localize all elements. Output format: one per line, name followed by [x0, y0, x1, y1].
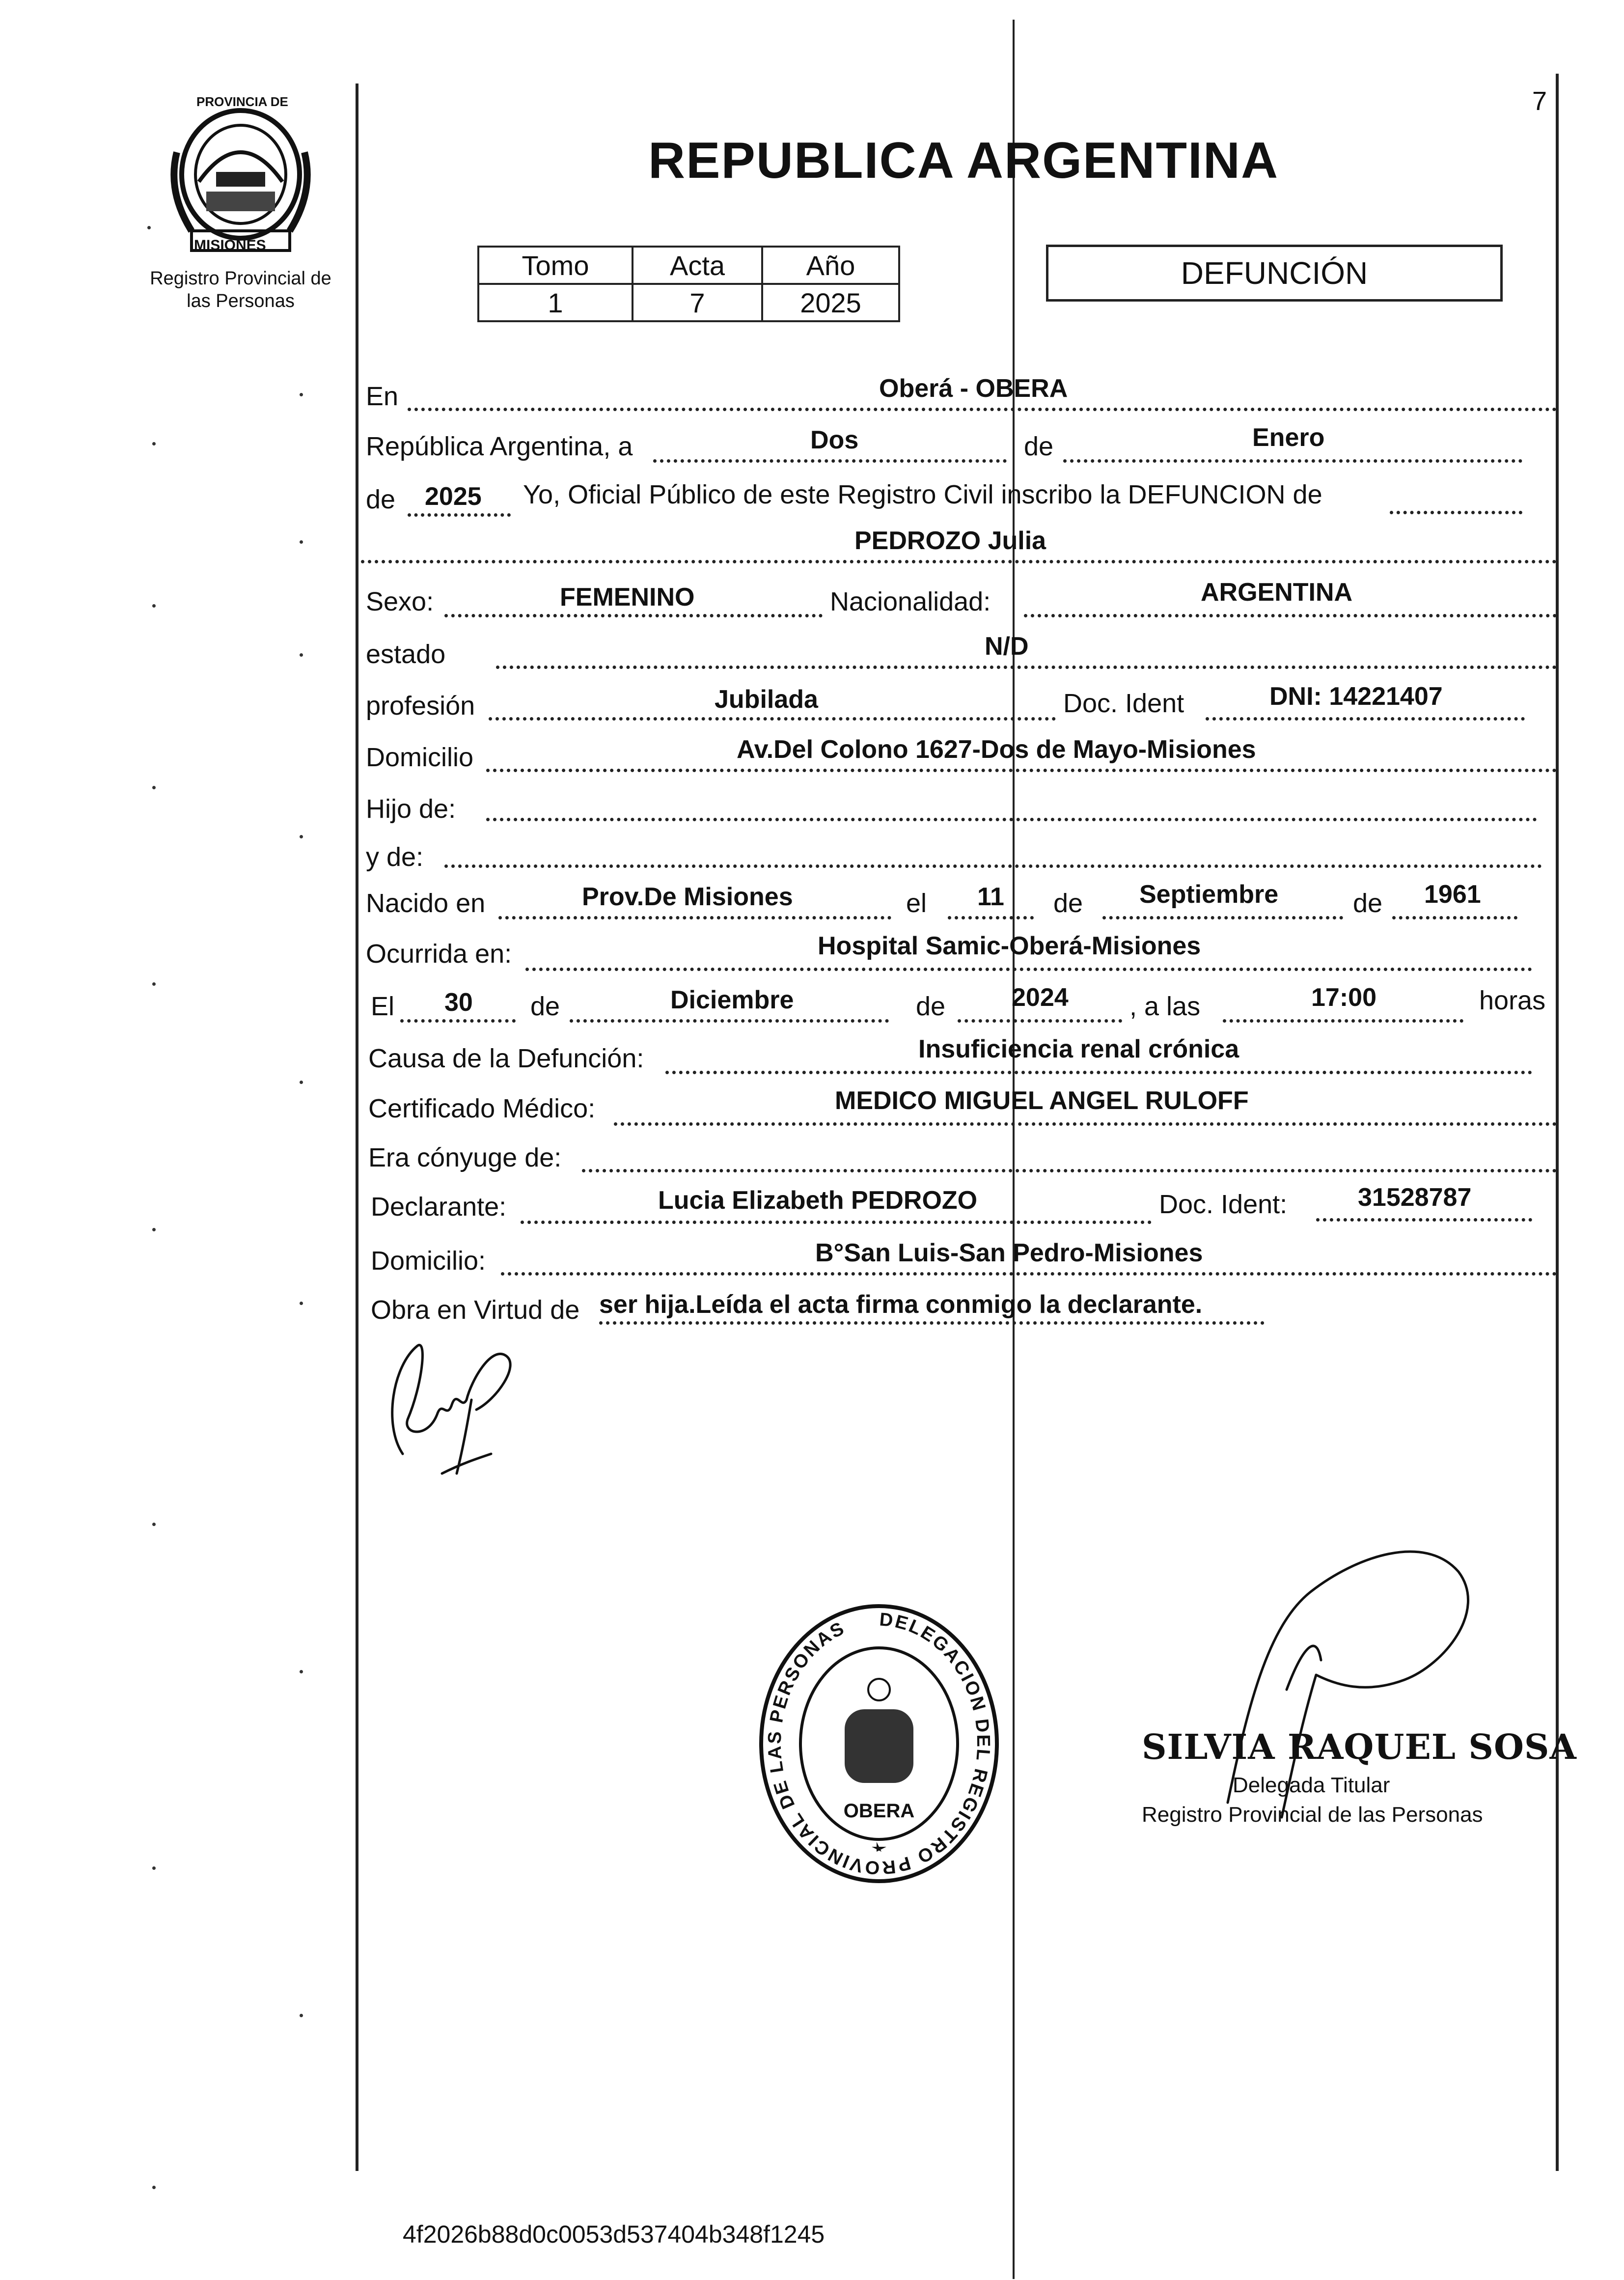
death-time-dots	[1223, 1019, 1463, 1023]
nacionalidad-dots	[1024, 614, 1557, 617]
yo-text: Yo, Oficial Público de este Registro Civil inscribo la DEFUNCION de	[523, 480, 1322, 509]
anio-header: Año	[762, 247, 899, 284]
birth-day: 11	[977, 883, 1004, 911]
de3-label: de	[1053, 889, 1083, 918]
margin-dot	[152, 604, 156, 608]
anio-value: 2025	[762, 284, 899, 321]
causa-value: Insuficiencia renal crónica	[918, 1035, 1239, 1063]
de5-label: de	[530, 992, 560, 1021]
sexo-label: Sexo:	[366, 587, 434, 616]
margin-dot	[300, 1081, 303, 1084]
estado-label: estado	[366, 640, 446, 669]
logo-text-bottom: MISIONES	[194, 237, 266, 253]
cert-label: Certificado Médico:	[368, 1094, 596, 1123]
death-time: 17:00	[1311, 983, 1376, 1012]
declarante-dots	[521, 1221, 1152, 1224]
nacionalidad-label: Nacionalidad:	[830, 587, 991, 616]
registry-table	[477, 246, 900, 322]
obra-dots	[599, 1321, 1265, 1325]
de2-label: de	[366, 485, 396, 514]
day-value: Dos	[810, 426, 859, 454]
declarante-label: Declarante:	[371, 1192, 507, 1222]
birth-month-dots	[1102, 916, 1343, 919]
ocurrida-value: Hospital Samic-Oberá-Misiones	[818, 932, 1201, 960]
name-dots	[361, 560, 1557, 563]
nacido-value: Prov.De Misiones	[582, 883, 793, 911]
yo-dots	[1390, 511, 1522, 514]
el2-label: El	[371, 992, 395, 1021]
death-day: 30	[444, 988, 473, 1017]
birth-year: 1961	[1424, 880, 1481, 909]
margin-dot	[300, 2014, 303, 2017]
declarant-signature	[373, 1326, 550, 1483]
month-value: Enero	[1252, 423, 1325, 452]
margin-dot	[300, 653, 303, 657]
yde-dots	[444, 864, 1542, 868]
obra-value: ser hija.Leída el acta firma conmigo la declarante.	[599, 1290, 1203, 1319]
ocurrida-label: Ocurrida en:	[366, 939, 512, 969]
margin-dot	[152, 1228, 156, 1231]
stamp-ring-text: DELEGACION DEL REGISTRO PROVINCIAL DE LAS PERSONAS	[764, 1609, 994, 1878]
death-year: 2024	[1012, 983, 1069, 1012]
margin-dot	[300, 1670, 303, 1673]
official-stamp	[751, 1596, 1007, 1891]
stamp-center-text: OBERA	[843, 1800, 915, 1822]
logo-text-top: PROVINCIA DE	[196, 94, 288, 109]
signatory-role: Delegada Titular	[1233, 1773, 1390, 1797]
birth-year-dots	[1392, 916, 1517, 919]
profesion-dots	[489, 717, 1056, 721]
death-day-dots	[400, 1019, 516, 1023]
domicilio-label: Domicilio	[366, 743, 474, 772]
nacido-label: Nacido en	[366, 889, 486, 918]
year-dots	[408, 513, 511, 517]
margin-dot	[300, 540, 303, 544]
fold-line	[1013, 20, 1015, 2279]
margin-dot	[152, 2186, 156, 2189]
profesion-value: Jubilada	[715, 685, 818, 714]
birth-day-dots	[948, 916, 1034, 919]
margin-dot	[152, 1866, 156, 1870]
deceased-name: PEDROZO Julia	[854, 527, 1046, 555]
nacionalidad-value: ARGENTINA	[1201, 578, 1353, 607]
document-hash: 4f2026b88d0c0053d537404b348f1245	[403, 2221, 825, 2248]
domicilio2-label: Domicilio:	[371, 1246, 486, 1276]
margin-dot	[147, 226, 151, 229]
birth-month: Septiembre	[1139, 880, 1279, 909]
org-caption	[138, 268, 344, 312]
left-border-line	[356, 83, 358, 2171]
cert-dots	[614, 1122, 1557, 1126]
domicilio2-dots	[501, 1272, 1557, 1276]
death-month: Diciembre	[670, 986, 794, 1014]
de4-label: de	[1353, 889, 1383, 918]
yde-label: y de:	[366, 842, 424, 872]
signatory-name: SILVIA RAQUEL SOSA	[1142, 1726, 1577, 1767]
margin-dot	[152, 786, 156, 789]
nacido-dots	[498, 916, 891, 919]
margin-dot	[300, 835, 303, 838]
margin-dot	[300, 393, 303, 396]
doc2-dots	[1316, 1218, 1532, 1222]
signatory-org: Registro Provincial de las Personas	[1142, 1803, 1483, 1827]
domicilio-dots	[486, 769, 1557, 772]
page-title: REPUBLICA ARGENTINA	[648, 132, 1279, 189]
doc-value: DNI: 14221407	[1269, 682, 1443, 711]
obra-label: Obra en Virtud de	[371, 1295, 580, 1325]
page-number: 7	[1532, 86, 1547, 116]
margin-dot	[300, 1302, 303, 1305]
misiones-seal-icon	[162, 93, 319, 255]
acta-value: 7	[633, 284, 762, 321]
margin-dot	[152, 442, 156, 445]
en-label: En	[366, 382, 399, 411]
tomo-value: 1	[478, 284, 633, 321]
sexo-value: FEMENINO	[560, 583, 695, 612]
doc2-value: 31528787	[1358, 1183, 1472, 1212]
conyuge-dots	[582, 1169, 1557, 1172]
death-month-dots	[570, 1019, 889, 1023]
ocurrida-dots	[525, 968, 1532, 971]
year-value: 2025	[425, 482, 482, 511]
estado-value: N/D	[985, 632, 1029, 661]
acta-header: Acta	[633, 247, 762, 284]
hijo-label: Hijo de:	[366, 794, 456, 824]
en-value: Oberá - OBERA	[879, 374, 1068, 403]
en-dots	[408, 408, 1557, 411]
el-label: el	[906, 889, 927, 918]
doc-label: Doc. Ident	[1063, 689, 1184, 718]
doc2-label: Doc. Ident:	[1159, 1190, 1288, 1219]
cert-value: MEDICO MIGUEL ANGEL RULOFF	[835, 1086, 1249, 1115]
conyuge-label: Era cónyuge de:	[368, 1143, 562, 1172]
alas-label: , a las	[1129, 992, 1201, 1021]
month-dots	[1063, 459, 1522, 463]
org-caption-line1: Registro Provincial de	[150, 268, 331, 289]
day-dots	[653, 459, 1007, 463]
tomo-header: Tomo	[478, 247, 633, 284]
death-year-dots	[958, 1019, 1122, 1023]
doc-dots	[1206, 717, 1525, 721]
hijo-dots	[486, 818, 1537, 821]
horas-label: horas	[1479, 986, 1546, 1015]
domicilio-value: Av.Del Colono 1627-Dos de Mayo-Misiones	[737, 735, 1256, 764]
doc-type-box: DEFUNCIÓN	[1046, 245, 1503, 302]
declarante-value: Lucia Elizabeth PEDROZO	[658, 1186, 978, 1215]
causa-dots	[665, 1071, 1532, 1074]
de6-label: de	[916, 992, 946, 1021]
profesion-label: profesión	[366, 691, 475, 721]
de-label: de	[1024, 432, 1054, 461]
sexo-dots	[444, 614, 823, 617]
domicilio2-value: B°San Luis-San Pedro-Misiones	[815, 1239, 1203, 1267]
rep-label: República Argentina, a	[366, 432, 633, 461]
margin-dot	[152, 982, 156, 986]
estado-dots	[496, 666, 1557, 669]
causa-label: Causa de la Defunción:	[368, 1044, 644, 1073]
org-caption-line2: las Personas	[187, 290, 295, 311]
margin-dot	[152, 1523, 156, 1526]
